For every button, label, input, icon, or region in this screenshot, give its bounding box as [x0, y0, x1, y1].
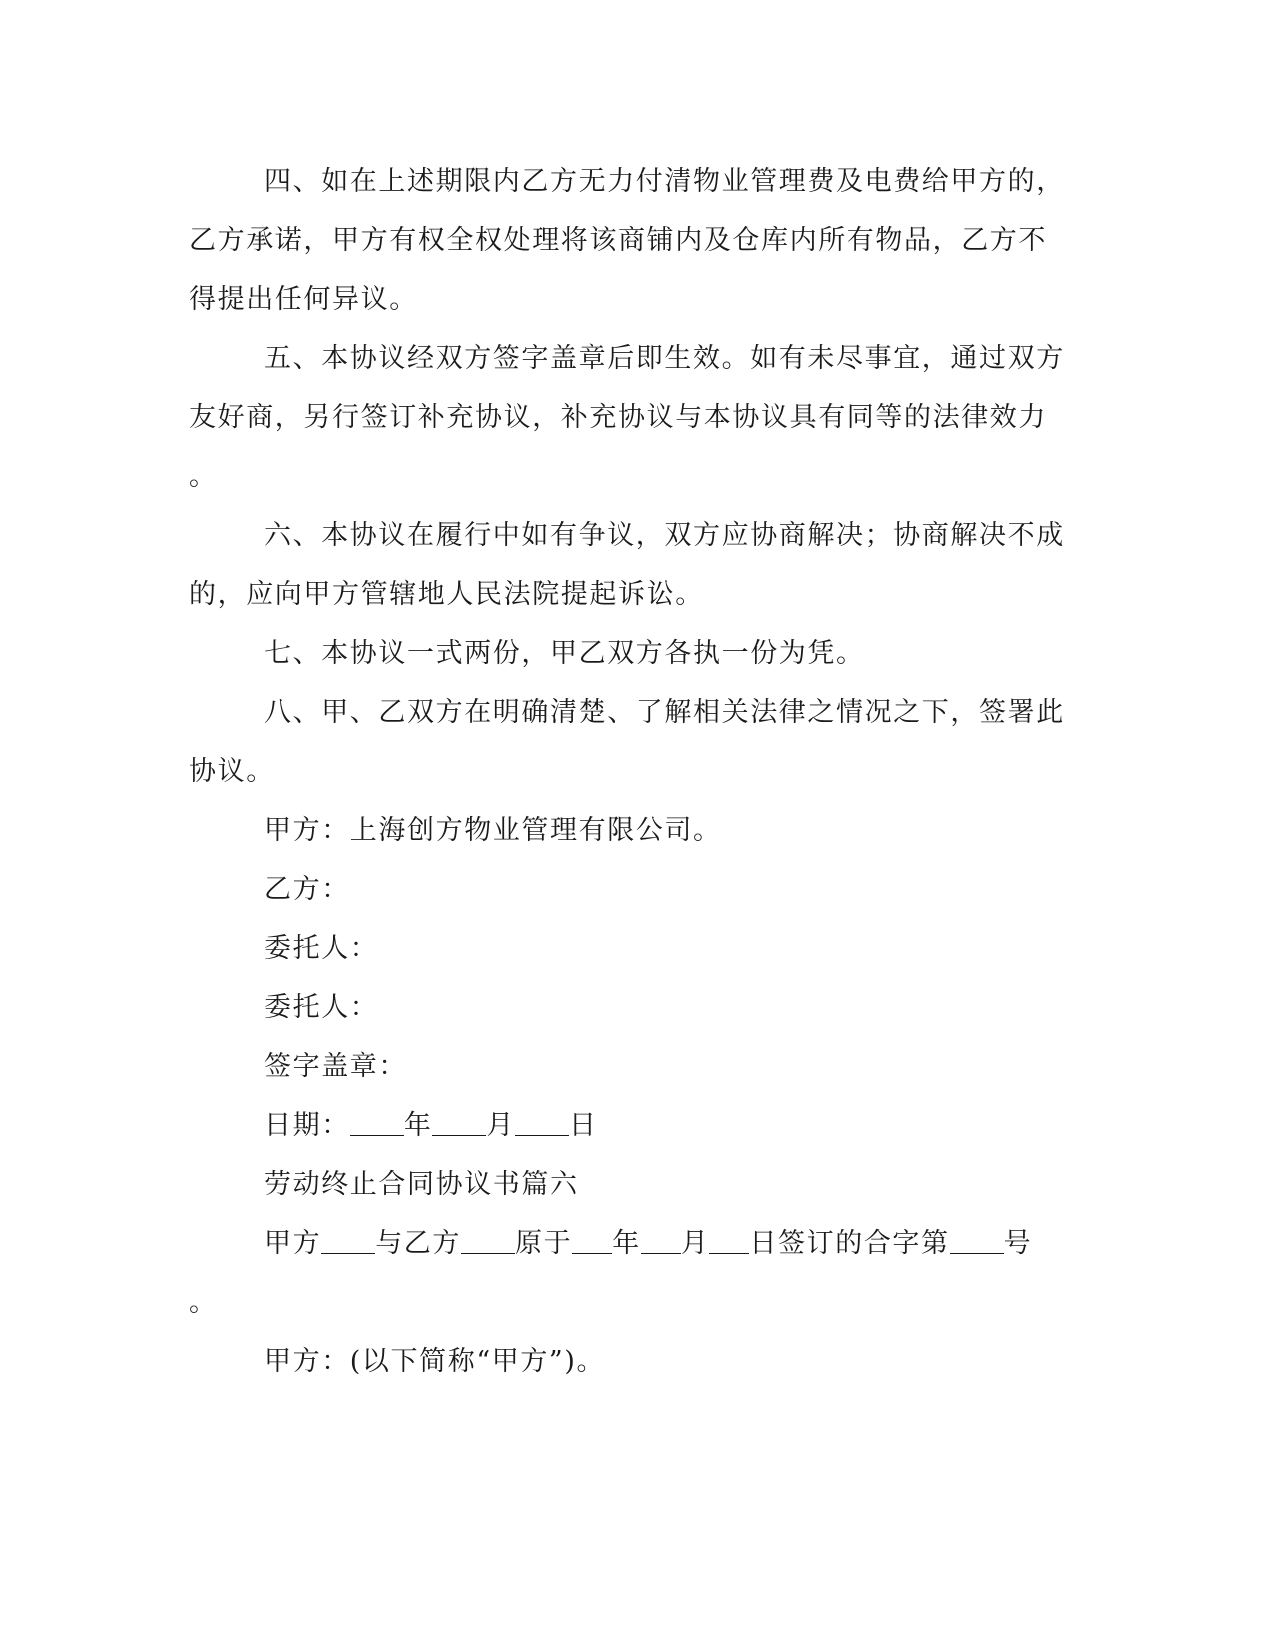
agent-1: 委托人： [264, 933, 379, 964]
signature-seal: 签字盖章： [264, 1051, 407, 1082]
party-b: 乙方： [264, 874, 350, 905]
date-line [264, 1112, 598, 1139]
clause-5-line-3: 。 [189, 461, 218, 492]
contract-line [264, 1230, 1032, 1257]
contract-orig: 原于 [515, 1228, 573, 1259]
contract-signed-no: 日签订的合字第 [749, 1228, 950, 1259]
contract-line-end: 。 [189, 1287, 218, 1318]
contract-party-a: 甲方 [264, 1228, 322, 1259]
contract-month-blank [641, 1231, 681, 1254]
day-label: 日 [569, 1110, 598, 1141]
clause-4-line-3: 得提出任何异议。 [189, 284, 418, 315]
day-blank [515, 1113, 569, 1136]
contract-year-blank [572, 1231, 612, 1254]
contract-number-blank [950, 1231, 1004, 1254]
clause-6-line-1: 六、本协议在履行中如有争议，双方应协商解决；协商解决不成 [264, 520, 1065, 551]
clause-4-line-2: 乙方承诺，甲方有权全权处理将该商铺内及仓库内所有物品，乙方不 [189, 225, 1047, 256]
clause-4-line-1: 四、如在上述期限内乙方无力付清物业管理费及电费给甲方的， [264, 166, 1065, 197]
contract-month: 月 [680, 1228, 710, 1259]
clause-6-line-2: 的，应向甲方管辖地人民法院提起诉讼。 [189, 579, 704, 610]
date-label: 日期： [264, 1110, 350, 1141]
party-a-blank [321, 1231, 375, 1254]
clause-7: 七、本协议一式两份，甲乙双方各执一份为凭。 [264, 638, 865, 669]
section-heading: 劳动终止合同协议书篇六 [264, 1169, 579, 1200]
year-blank [350, 1113, 404, 1136]
contract-party-b: 与乙方 [375, 1228, 462, 1259]
clause-8-line-1: 八、甲、乙双方在明确清楚、了解相关法律之情况之下，签署此 [264, 697, 1065, 728]
party-b-blank [461, 1231, 515, 1254]
year-label: 年 [403, 1110, 433, 1141]
clause-5-line-1: 五、本协议经双方签字盖章后即生效。如有未尽事宜，通过双方 [264, 343, 1065, 374]
clause-5-line-2: 友好商，另行签订补充协议，补充协议与本协议具有同等的法律效力 [189, 402, 1047, 433]
contract-day-blank [709, 1231, 749, 1254]
contract-year: 年 [612, 1228, 641, 1259]
month-blank [432, 1113, 486, 1136]
party-a-short: 甲方：(以下简称“甲方”)。 [264, 1346, 606, 1377]
contract-hao: 号 [1003, 1228, 1033, 1259]
clause-8-line-2: 协议。 [189, 756, 275, 787]
month-label: 月 [486, 1110, 516, 1141]
agent-2: 委托人： [264, 992, 379, 1023]
party-a: 甲方：上海创方物业管理有限公司。 [264, 815, 722, 846]
